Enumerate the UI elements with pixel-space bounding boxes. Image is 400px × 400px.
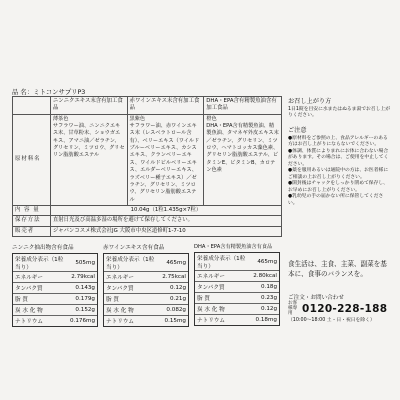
nutrition-row-value: 0.152g bbox=[68, 305, 97, 316]
nutrition-row-value: 0.18mg bbox=[255, 317, 277, 323]
nutrition-row-value: 0.12g bbox=[251, 304, 279, 315]
nutrition-table bbox=[104, 254, 188, 326]
contact-block bbox=[288, 293, 392, 323]
nutrition-header-value: 505mg bbox=[68, 254, 97, 272]
product-info-table bbox=[12, 96, 282, 237]
nutrition-row-value: 0.15mg bbox=[164, 318, 186, 324]
nutrition-row-label: ナトリウム bbox=[197, 318, 225, 324]
nutrition-row-value: 0.18g bbox=[251, 282, 279, 293]
ingredients-cell: 薄茶色 サフラワー油、ニンニクエキス末、甘草粉末、ショウガエキス、アマニ油／ゼラチン、グリセリン、ミツロウ、グリセリン脂肪酸エステル bbox=[50, 114, 127, 206]
nutrition-panel bbox=[194, 243, 280, 326]
nutrition-row-label: エネルギー bbox=[195, 271, 251, 282]
nutrition-row-value: 0.12g bbox=[160, 283, 188, 294]
contents-label: 内 容 量 bbox=[13, 206, 51, 216]
caution-item: ●原材料をご参照の上、食品アレルギーのある方はお召し上がりにならないでください。 bbox=[288, 135, 388, 148]
component-header: DHA・EPA含有精製魚油含有加工食品 bbox=[204, 97, 282, 115]
caution-item: ●薬を服用あるいは通院中の方は、お医者様にご相談の上お召し上がりください。 bbox=[288, 168, 389, 180]
component-header: 赤ワインエキス末含有加工食品 bbox=[127, 97, 204, 115]
phone-number: 0120-228-188 bbox=[302, 302, 388, 315]
caution-item: ●乳幼児の手の届かない所に保管してください。 bbox=[288, 194, 384, 206]
seller-row bbox=[13, 226, 282, 236]
nutrition-row-value: 0.21g bbox=[160, 294, 188, 305]
diet-note: 食生活は、主食、主菜、副菜を基本に、食事のバランスを。 bbox=[288, 260, 387, 278]
nutrition-row-value: 2.75kcal bbox=[160, 272, 188, 283]
how-to-use-text: 1日1錠を目安に水またはぬるま湯でお召し上がりください。 bbox=[288, 107, 391, 119]
product-name-row: 品 名：ミトコンサプリP3 bbox=[12, 88, 86, 96]
nutrition-row-value: 0.143g bbox=[68, 283, 97, 294]
nutrition-row-value: 0.082g bbox=[160, 305, 188, 316]
nutrition-row-label: 脂 質 bbox=[195, 293, 251, 304]
nutrition-table bbox=[195, 253, 279, 325]
nutrition-row-label: ナトリウム bbox=[15, 319, 43, 325]
nutrition-row-value: 2.80kcal bbox=[251, 271, 279, 282]
nutrition-row-value: 0.179g bbox=[68, 294, 97, 305]
nutrition-row-value: 0.23g bbox=[251, 293, 279, 304]
nutrition-row-label: タンパク質 bbox=[195, 282, 251, 293]
phone-label: お客様専用 bbox=[288, 301, 298, 317]
nutrition-panel bbox=[12, 243, 98, 327]
product-name-label: 品 名 bbox=[12, 88, 27, 96]
ingredients-label: 原材料名 bbox=[13, 114, 51, 206]
nutrition-title: 赤ワインエキス含有食品 bbox=[103, 245, 165, 251]
nutrition-row-value: 2.79kcal bbox=[68, 272, 97, 283]
cautions-title: ご注意 bbox=[288, 126, 307, 134]
nutrition-row-label: 炭 水 化 物 bbox=[13, 305, 68, 316]
nutrition-row-label: 炭 水 化 物 bbox=[104, 305, 160, 316]
product-name-value: ミトコンサプリP3 bbox=[33, 88, 86, 96]
caution-item: ●体調、体質によりまれにお体に合わない場合があります。その場合は、ご使用を中止してください。 bbox=[288, 148, 389, 167]
contents-row bbox=[13, 206, 282, 216]
ingredients-cell: 橙色 DHA・EPA含有精製魚油、精製魚油、タマネギ外皮エキス末／ゼラチン、グリセリン、ミツロウ、ヘマトコッカス藻色素、グリセリン脂肪酸エステル、ビタミンE、ビタミンB、カロテン色素 bbox=[204, 114, 282, 206]
nutrition-header-value: 465mg bbox=[160, 254, 188, 272]
nutrition-row-label: タンパク質 bbox=[104, 283, 160, 294]
nutrition-header-label: 栄養成分表示（1粒当り） bbox=[195, 253, 251, 271]
nutrition-header-label: 栄養成分表示（1粒当り） bbox=[13, 254, 68, 272]
storage-row bbox=[13, 216, 282, 226]
right-column bbox=[288, 96, 392, 207]
nutrition-row-label: 炭 水 化 物 bbox=[195, 304, 251, 315]
seller-value: ジャパンコスメ株式会社JG 大阪市中央区道修町1-7-10 bbox=[50, 226, 281, 236]
how-to-use-title: お召し上がり方 bbox=[288, 98, 332, 105]
contact-label: ご注文・お問い合わせ bbox=[288, 295, 344, 301]
component-header-row bbox=[13, 97, 282, 115]
nutrition-title: DHA・EPA含有精製魚油含有食品 bbox=[194, 244, 273, 250]
nutrition-row-label: エネルギー bbox=[13, 272, 68, 283]
nutrition-row-label: 脂 質 bbox=[13, 294, 68, 305]
nutrition-row-label: タンパク質 bbox=[13, 283, 68, 294]
seller-label: 販売者 bbox=[13, 226, 51, 236]
contents-value: 10.04g（1粒1.435g×7粒） bbox=[50, 206, 281, 216]
nutrition-title: ニンニク抽出物含有食品 bbox=[12, 245, 74, 251]
nutrition-header-value: 465mg bbox=[251, 253, 279, 271]
nutrition-row-label: 脂 質 bbox=[104, 294, 160, 305]
nutrition-row-label: ナトリウム bbox=[106, 319, 134, 325]
nutrition-table bbox=[13, 254, 97, 326]
ingredients-row bbox=[13, 114, 282, 206]
nutrition-row-value: 0.176mg bbox=[69, 318, 95, 324]
nutrition-header-label: 栄養成分表示（1粒当り） bbox=[104, 254, 160, 272]
business-hours: （10:00～18:00 土・日・祝日を除く） bbox=[288, 318, 375, 324]
storage-label: 保存方法 bbox=[13, 216, 51, 226]
ingredients-cell: 黒紫色 サフラワー油、赤ワインエキス末（レスベラトロール含有）、ベリーエキス（ワイルドブルーベリーエキス、カシスエキス、クランベリーエキス、ワイルドビルベリーエキス、エルダーベリーエキス、ラズベリー種子エキス）／ゼラチン、グリセリン、ミツロウ、グリセリン脂肪酸エステル bbox=[127, 114, 204, 206]
caution-item: ●開封後はチャックをしっかり閉めて保存し、お早めにお召し上がりください。 bbox=[288, 181, 388, 193]
nutrition-panel bbox=[103, 243, 189, 327]
nutrition-row-label: エネルギー bbox=[104, 272, 160, 283]
storage-value: 直射日光及び高温多湿の場所を避けて保存してください。 bbox=[50, 216, 281, 226]
component-header: ニンニクエキス末含有加工食品 bbox=[50, 97, 127, 115]
